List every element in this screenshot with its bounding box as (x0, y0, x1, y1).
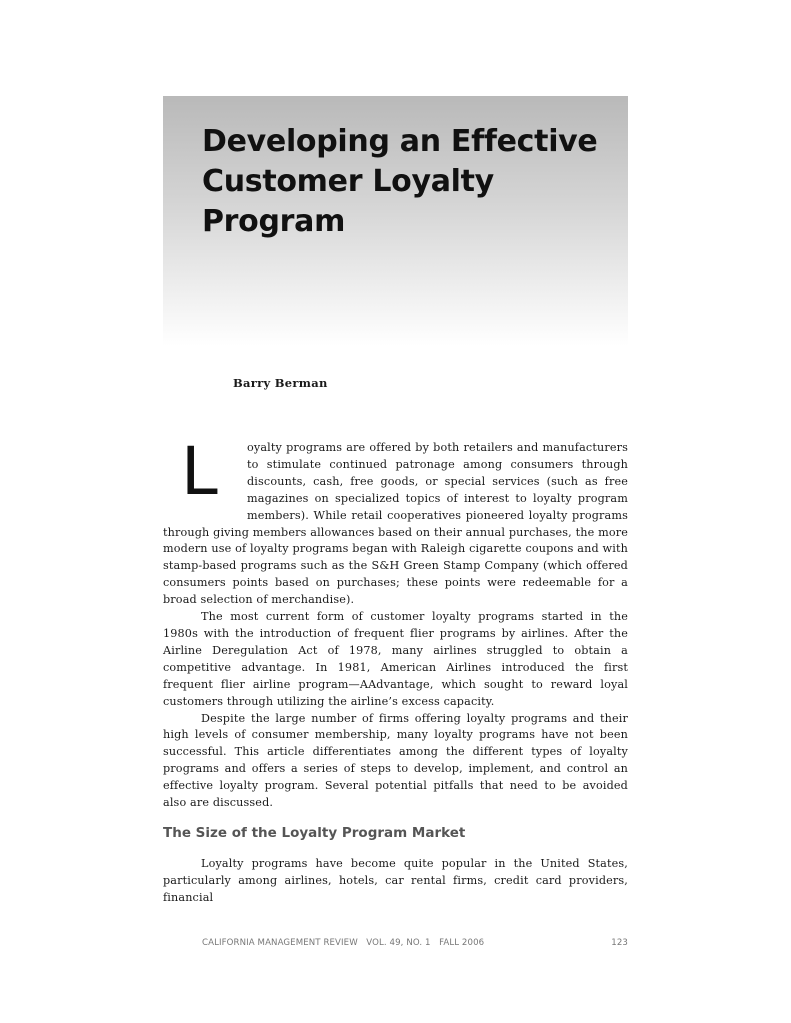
article-title-line-1: Developing an Effective (202, 124, 598, 159)
journal-citation: CALIFORNIA MANAGEMENT REVIEW VOL. 49, NO. 1 FALL 2006 (202, 938, 485, 948)
article-title (202, 122, 622, 242)
intro-paragraph-1 (163, 433, 628, 609)
article-body (163, 433, 628, 812)
section-paragraph-1: Loyalty programs have become quite popular in the United States, particularly among airlines, hotels, car rental firms, credit card providers, financial (163, 857, 628, 904)
page-number: 123 (611, 938, 628, 948)
intro-paragraph-3: Despite the large number of firms offering loyalty programs and their high levels of consumer membership, many loyalty programs have not been successful. This article differentiates among the different types of loyalty programs and offers a series of steps to develop, implement, and control an effective loyalty program. Several potential pitfalls that need to be avoided also are discussed. (163, 711, 628, 810)
intro-paragraph-1-text: oyalty programs are offered by both retailers and manufacturers to stimulate continued patronage among consumers through discounts, cash, free goods, or special services (such as free magazines on specialized topics of interest to loyalty program members). While retail cooperatives pioneered loyalty programs through giving members allowances based on their annual purchases, the more modern use of loyalty programs began with Raleigh cigarette coupons and with stamp-based programs such as the S&H Green Stamp Company (which offered consumers points based on purchases; these points were redeemable for a broad selection of merchandise). (163, 441, 628, 607)
intro-paragraph-2: The most current form of customer loyalty programs started in the 1980s with the introduction of frequent flier programs by airlines. After the Airline Deregulation Act of 1978, many airlines struggled to obtain a competitive advantage. In 1981, American Airlines introduced the first frequent flier airline program—AAdvantage, which sought to reward loyal customers through utilizing the airline’s excess capacity. (163, 610, 628, 708)
section-heading: The Size of the Loyalty Program Market (163, 825, 466, 841)
drop-cap: L (181, 433, 218, 510)
author-name: Barry Berman (233, 376, 328, 390)
article-title-line-2: Customer Loyalty Program (202, 164, 494, 239)
section-body (163, 855, 628, 906)
